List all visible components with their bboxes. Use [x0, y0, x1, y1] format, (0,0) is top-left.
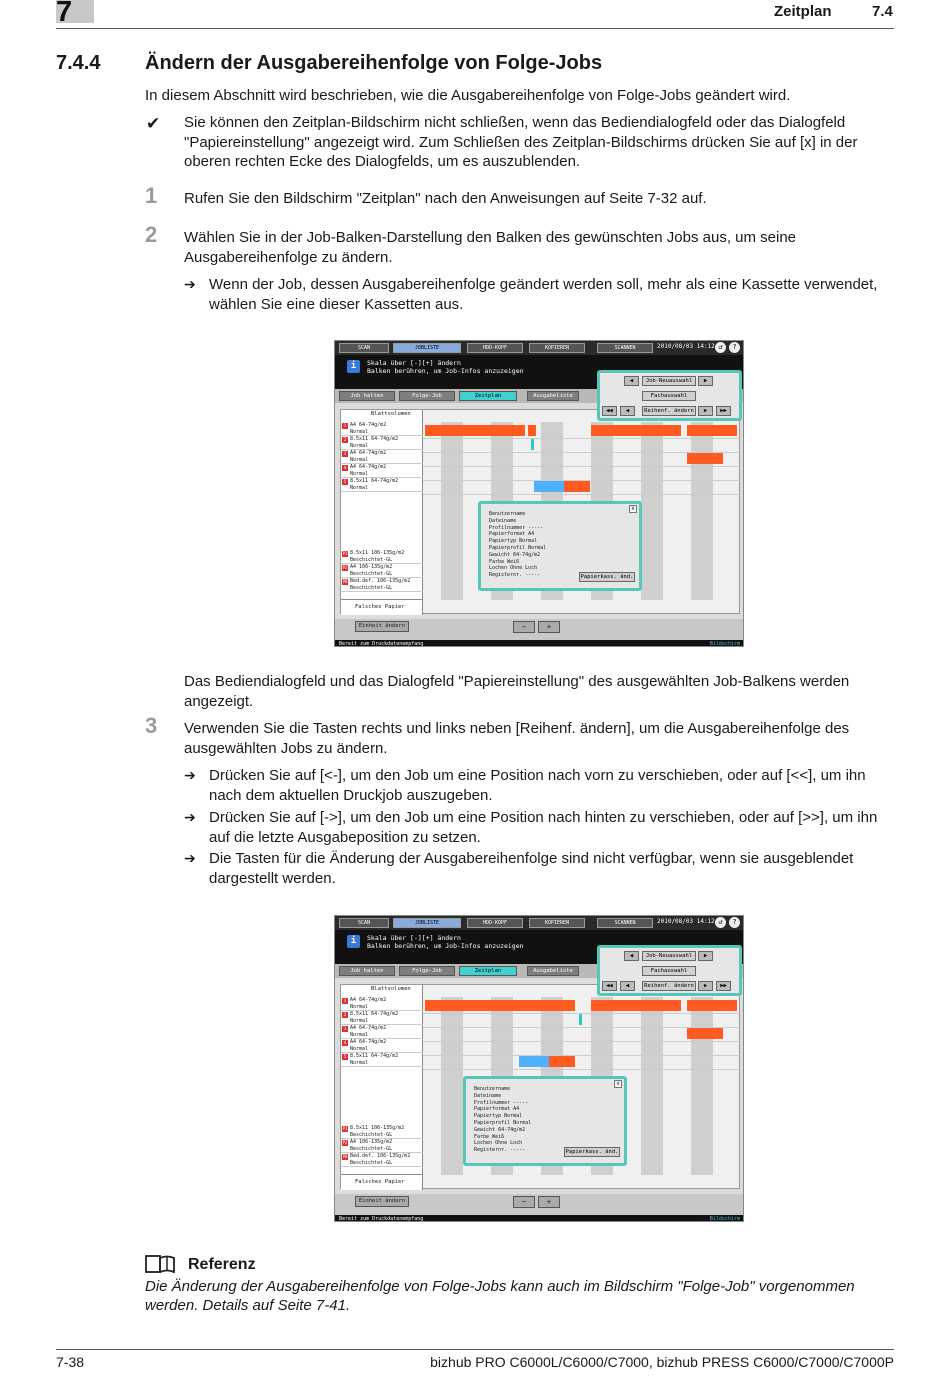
help-icon[interactable]: ?	[729, 342, 740, 353]
close-icon[interactable]: x	[629, 505, 637, 513]
pi-row[interactable]: PB Bed.def. 106-135g/m2 Beschichtet-GL	[341, 578, 423, 592]
right-button[interactable]: ▶	[698, 981, 713, 991]
subtab-ausgabeliste[interactable]: Ausgabeliste	[527, 966, 579, 976]
message-line-1: Skala über [-][+] ändern	[367, 359, 461, 367]
job-reselect-button[interactable]: Job-Neuauswahl	[642, 951, 696, 961]
wrong-paper-label: Falsches Papier	[341, 599, 423, 614]
column-header: Blattvolumen	[371, 411, 411, 417]
tray-select-button[interactable]: Fachauswahl	[642, 391, 696, 401]
next-button[interactable]: ▶	[698, 951, 713, 961]
subtab-zeitplan[interactable]: Zeitplan	[459, 391, 517, 401]
refresh-icon[interactable]: ↺	[715, 342, 726, 353]
tray-row[interactable]: 4 A4 64-74g/m2 Normal	[341, 464, 423, 478]
tray-select-button[interactable]: Fachauswahl	[642, 966, 696, 976]
screen-date: 2010/08/03 14:12	[657, 918, 715, 925]
left-button[interactable]: ◀	[620, 981, 635, 991]
pi-row[interactable]: P1 8.5x11 106-135g/m2 Beschichtet-GL	[341, 550, 423, 564]
screen-bottom-bar	[335, 619, 743, 647]
header-section: 7.4	[872, 3, 893, 20]
next-button[interactable]: ▶	[698, 376, 713, 386]
book-icon	[145, 1255, 183, 1273]
header-divider	[56, 28, 894, 29]
step-3-sub-2: Drücken Sie auf [->], um den Job um eine Position nach hinten zu verschieben, oder auf [>>], um ihn auf die letzte Ausgabeposition zu setzen.	[209, 809, 878, 846]
job-bar[interactable]	[687, 425, 737, 436]
step-3-text: Verwenden Sie die Tasten rechts und links neben [Reihenf. ändern], um die Ausgabereihenfolge des ausgewählten Jobs zu ändern.	[184, 720, 850, 757]
pi-row[interactable]: PB Bed.def. 106-135g/m2 Beschichtet-GL	[341, 1153, 423, 1167]
page-number: 7-38	[56, 1354, 85, 1370]
step-3-sub-3: Die Tasten für die Änderung der Ausgabereihenfolge sind nicht verfügbar, wenn sie ausgeblendet dargestellt werden.	[209, 850, 854, 887]
job-bar[interactable]	[564, 481, 590, 492]
reference-title: Referenz	[188, 1256, 256, 1273]
right-button[interactable]: ▶	[698, 406, 713, 416]
tab-scannen[interactable]: SCANNEN	[597, 343, 653, 353]
step-2-text: Wählen Sie in der Job-Balken-Darstellung den Balken des gewünschten Jobs aus, um seine Ausgabereihenfolge zu ändern.	[184, 229, 797, 266]
paper-setting-dialog	[463, 1076, 627, 1166]
info-icon: i	[347, 935, 360, 948]
subtab-folge-job[interactable]: Folge-Job	[399, 391, 455, 401]
job-bar[interactable]	[528, 425, 536, 436]
unit-change-button[interactable]: Einheit ändern	[355, 621, 409, 632]
selected-job-bar[interactable]	[534, 481, 564, 492]
operation-dialog	[597, 370, 742, 421]
zoom-out-button[interactable]: −	[513, 621, 535, 633]
arrow-icon: ➔	[184, 276, 196, 292]
product-name: bizhub PRO C6000L/C6000/C7000, bizhub PRESS C6000/C7000/C7000P	[430, 1354, 894, 1370]
left-button[interactable]: ◀	[620, 406, 635, 416]
job-bar[interactable]	[549, 1056, 575, 1067]
refresh-icon[interactable]: ↺	[715, 917, 726, 928]
subtab-zeitplan[interactable]: Zeitplan	[459, 966, 517, 976]
header-title: Zeitplan	[774, 3, 832, 20]
job-bar[interactable]	[579, 1014, 582, 1025]
job-bar[interactable]	[687, 1000, 737, 1011]
wrong-paper-label: Falsches Papier	[341, 1174, 423, 1189]
section-heading	[56, 52, 602, 75]
tray-column	[341, 985, 423, 1190]
close-icon[interactable]: x	[614, 1080, 622, 1088]
change-tray-button[interactable]: Papierkass. änd.	[580, 574, 634, 580]
screenshot-1	[334, 340, 744, 647]
pi-row[interactable]: P1 8.5x11 106-135g/m2 Beschichtet-GL	[341, 1125, 423, 1139]
paper-info-list: Benutzername Dateiname Profilnummer ----- Papierformat A4 Papiertyp Normal Papierprofil Normal Gewicht 64-74g/m2 Farbe Weiß Lochen Ohne Loch Registernr. -----	[474, 1086, 532, 1154]
message-line-2: Balken berühren, um Job-Infos anzuzeigen	[367, 367, 524, 375]
job-bar[interactable]	[425, 425, 525, 436]
tab-jobliste[interactable]: JOBLISTE	[393, 343, 461, 353]
help-icon[interactable]: ?	[729, 917, 740, 928]
status-bar: Bereit zum Druckdatenempfang Bildschirm	[335, 640, 743, 647]
chapter-number: 7	[56, 0, 73, 28]
step-3-number: 3	[145, 713, 158, 738]
job-bar[interactable]	[425, 1000, 575, 1011]
screenshot-2	[334, 915, 744, 1222]
screen-date: 2010/08/03 14:12	[657, 343, 715, 350]
status-bar: Bereit zum Druckdatenempfang Bildschirm	[335, 1215, 743, 1222]
tray-column	[341, 410, 423, 615]
step-3-sub-1: Drücken Sie auf [<-], um den Job um eine Position nach vorn zu verschieben, oder auf [<<], um ihn nach dem aktuellen Druckjob auszugeben.	[209, 767, 866, 804]
subtab-job-halten[interactable]: Job halten	[339, 391, 395, 401]
step-1-text: Rufen Sie den Bildschirm "Zeitplan" nach den Anweisungen auf Seite 7-32 auf.	[184, 190, 707, 207]
screen-topbar	[335, 916, 743, 930]
step-2-after: Das Bediendialogfeld und das Dialogfeld "Papiereinstellung" des ausgewählten Job-Balkens werden angezeigt.	[184, 673, 850, 710]
first-button[interactable]: ◀◀	[602, 981, 617, 991]
tab-hdd[interactable]: HDD-KOPF	[467, 918, 523, 928]
tab-copy[interactable]: KOPIEREN	[529, 343, 585, 353]
message-line-1: Skala über [-][+] ändern	[367, 934, 461, 942]
unit-change-button[interactable]: Einheit ändern	[355, 1196, 409, 1207]
tray-row[interactable]: 2 8.5x11 64-74g/m2 Normal	[341, 1011, 423, 1025]
tray-row[interactable]: 4 A4 64-74g/m2 Normal	[341, 1039, 423, 1053]
job-reselect-button[interactable]: Job-Neuauswahl	[642, 376, 696, 386]
subtab-folge-job[interactable]: Folge-Job	[399, 966, 455, 976]
message-text	[367, 934, 524, 950]
info-icon: i	[347, 360, 360, 373]
job-bar[interactable]	[531, 439, 534, 450]
tab-scan[interactable]: SCAN	[339, 343, 389, 353]
tray-row[interactable]: 5 8.5x11 64-74g/m2 Normal	[341, 478, 423, 492]
zoom-in-button[interactable]: +	[538, 1196, 560, 1208]
tab-scan[interactable]: SCAN	[339, 918, 389, 928]
section-title: Ändern der Ausgabereihenfolge von Folge-Jobs	[145, 52, 603, 74]
job-bar[interactable]	[591, 425, 681, 436]
job-bar[interactable]	[687, 453, 723, 464]
first-button[interactable]: ◀◀	[602, 406, 617, 416]
pi-row[interactable]: P2 A4 106-135g/m2 Beschichtet-GL	[341, 564, 423, 578]
pi-row[interactable]: P2 A4 106-135g/m2 Beschichtet-GL	[341, 1139, 423, 1153]
screen-bottom-bar	[335, 1194, 743, 1222]
paper-info-list: Benutzername Dateiname Profilnummer ----- Papierformat A4 Papiertyp Normal Papierprofil Normal Gewicht 64-74g/m2 Farbe Weiß Lochen Ohne Loch Registernr. -----	[489, 511, 547, 579]
tab-copy[interactable]: KOPIEREN	[529, 918, 585, 928]
message-line-2: Balken berühren, um Job-Infos anzuzeigen	[367, 942, 524, 950]
reorder-button[interactable]: Reihenf. ändern	[642, 981, 696, 991]
tray-row[interactable]: 3 A4 64-74g/m2 Normal	[341, 450, 423, 464]
job-bar[interactable]	[591, 1000, 681, 1011]
step-2-number: 2	[145, 222, 158, 247]
tray-row[interactable]: 2 8.5x11 64-74g/m2 Normal	[341, 436, 423, 450]
tab-scannen[interactable]: SCANNEN	[597, 918, 653, 928]
intro-text: In diesem Abschnitt wird beschrieben, wie die Ausgabereihenfolge von Folge-Jobs geändert wird.	[145, 87, 791, 104]
tray-row[interactable]: 5 8.5x11 64-74g/m2 Normal	[341, 1053, 423, 1067]
prev-button[interactable]: ◀	[624, 951, 639, 961]
step-1-number: 1	[145, 183, 158, 208]
step-2-sub: Wenn der Job, dessen Ausgabereihenfolge geändert werden soll, mehr als eine Kassette verwendet, wählen Sie eine dieser Kassetten aus.	[209, 276, 878, 313]
tray-row[interactable]: 1 A4 64-74g/m2 Normal	[341, 422, 423, 436]
check-icon: ✔	[146, 114, 161, 133]
arrow-icon: ➔	[184, 850, 196, 866]
message-text	[367, 359, 524, 375]
reorder-button[interactable]: Reihenf. ändern	[642, 406, 696, 416]
last-button[interactable]: ▶▶	[716, 981, 731, 991]
job-bar[interactable]	[687, 1028, 723, 1039]
prev-button[interactable]: ◀	[624, 376, 639, 386]
column-header: Blattvolumen	[371, 986, 411, 992]
section-number: 7.4.4	[56, 52, 101, 74]
arrow-icon: ➔	[184, 767, 196, 783]
tray-row[interactable]: 1 A4 64-74g/m2 Normal	[341, 997, 423, 1011]
subtab-job-halten[interactable]: Job halten	[339, 966, 395, 976]
tab-jobliste[interactable]: JOBLISTE	[393, 918, 461, 928]
tab-hdd[interactable]: HDD-KOPF	[467, 343, 523, 353]
reference-text: Die Änderung der Ausgabereihenfolge von Folge-Jobs kann auch im Bildschirm "Folge-Job" vorgenommen werden. Details auf Seite 7-41.	[145, 1278, 855, 1314]
last-button[interactable]: ▶▶	[716, 406, 731, 416]
subtab-ausgabeliste[interactable]: Ausgabeliste	[527, 391, 579, 401]
zoom-out-button[interactable]: −	[513, 1196, 535, 1208]
footer-divider	[56, 1349, 894, 1350]
screen-topbar	[335, 341, 743, 355]
paper-setting-dialog	[478, 501, 642, 591]
change-tray-button[interactable]: Papierkass. änd.	[565, 1149, 619, 1155]
arrow-icon: ➔	[184, 809, 196, 825]
zoom-in-button[interactable]: +	[538, 621, 560, 633]
operation-dialog	[597, 945, 742, 996]
tray-row[interactable]: 3 A4 64-74g/m2 Normal	[341, 1025, 423, 1039]
check-note: Sie können den Zeitplan-Bildschirm nicht schließen, wenn das Bediendialogfeld oder das Dialogfeld "Papiereinstellung" angezeigt wird. Zum Schließen des Zeitplan-Bildschirms drücken Sie auf [x] in der oberen rechten Ecke des Dialogfelds, um es auszublenden.	[184, 114, 858, 170]
selected-job-bar[interactable]	[519, 1056, 549, 1067]
